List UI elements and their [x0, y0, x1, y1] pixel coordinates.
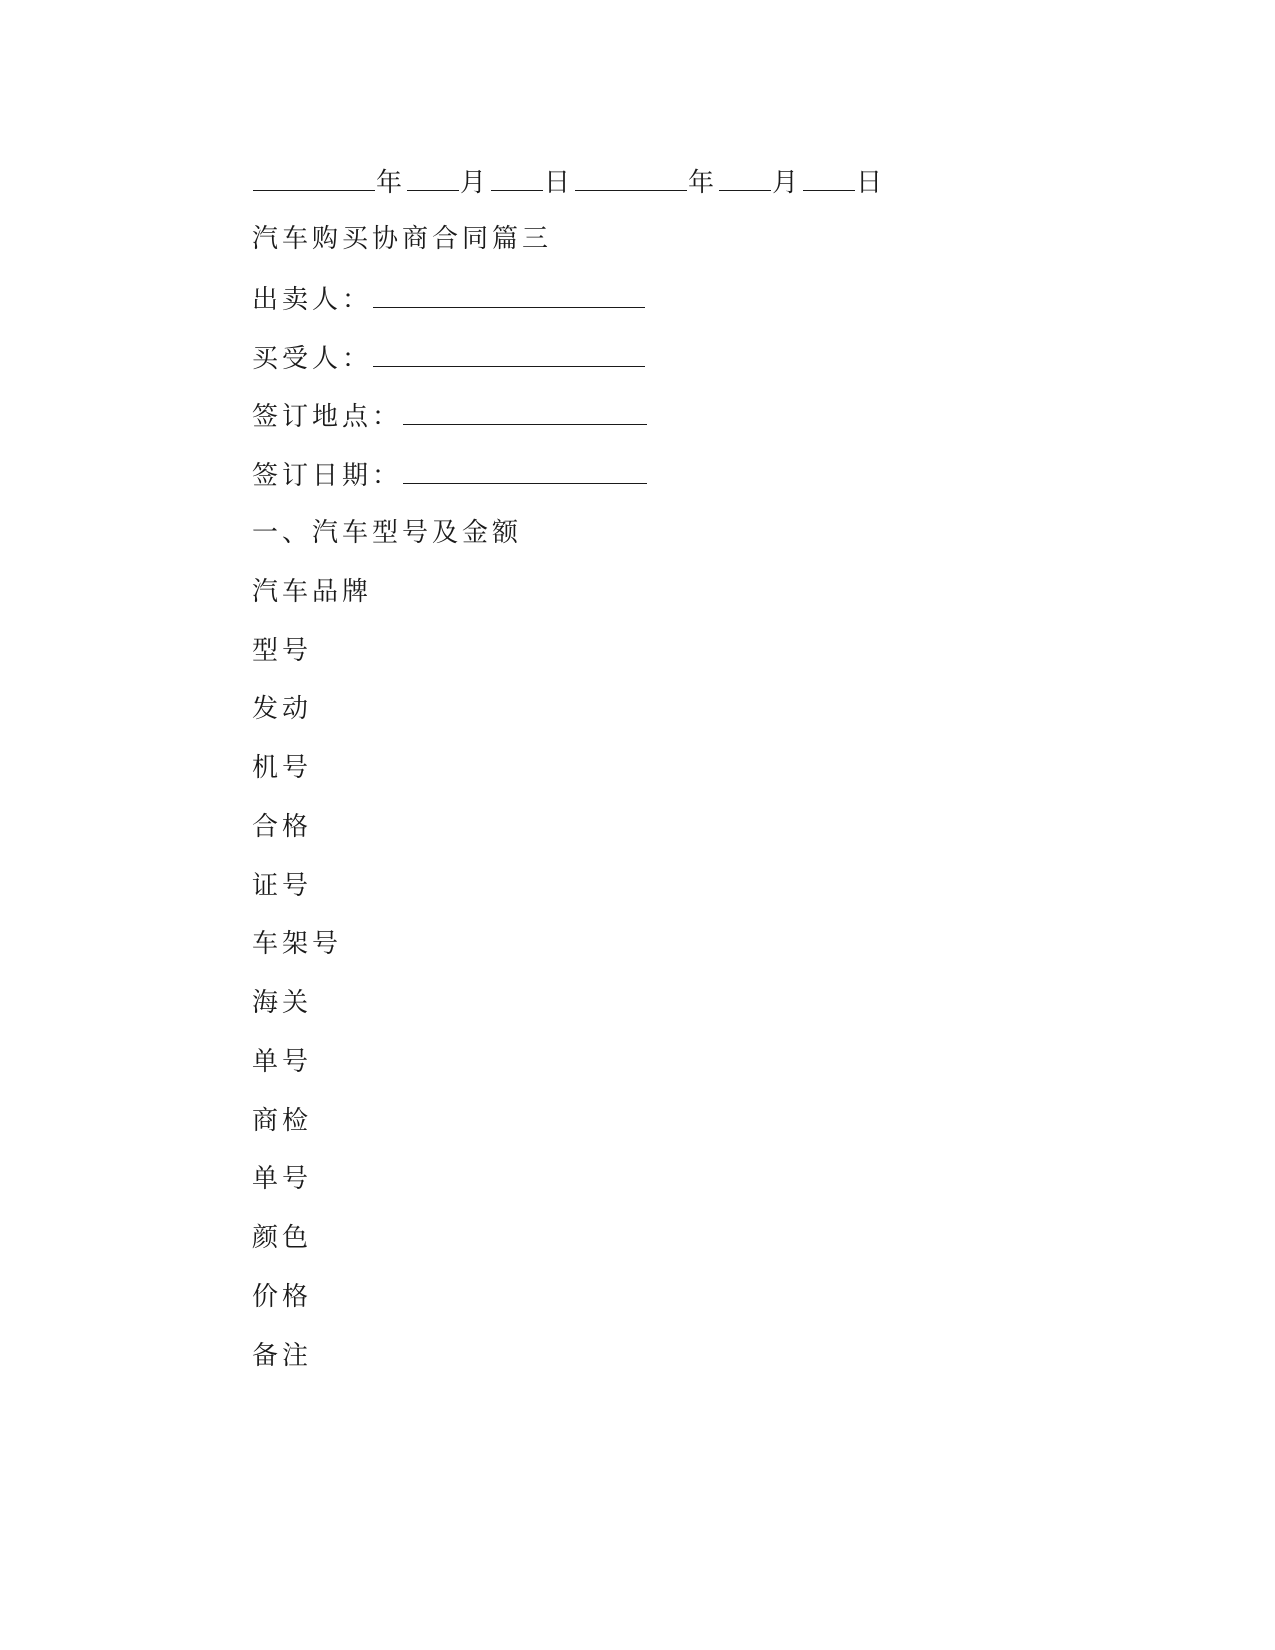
item-remarks: 备注	[252, 1341, 313, 1371]
year-label-1: 年	[376, 168, 407, 198]
signing-date-blank	[403, 457, 647, 484]
item-engine-2: 机号	[252, 753, 313, 783]
year-label-2: 年	[688, 168, 719, 198]
item-engine-1: 发动	[252, 694, 313, 724]
month-label-1: 月	[460, 168, 491, 198]
signing-place-blank	[403, 398, 647, 425]
item-model: 型号	[252, 636, 313, 666]
day-blank-1	[491, 164, 543, 191]
item-inspection-2: 单号	[252, 1164, 313, 1194]
day-label-2: 日	[856, 168, 887, 198]
buyer-field	[252, 340, 646, 374]
signature-date-line	[252, 164, 886, 198]
buyer-label: 买受人：	[252, 344, 373, 374]
year-blank-2	[575, 164, 687, 191]
month-blank-1	[407, 164, 459, 191]
item-inspection-1: 商检	[252, 1106, 313, 1136]
signing-place-label: 签订地点：	[252, 402, 403, 432]
seller-blank	[373, 281, 645, 308]
month-blank-2	[719, 164, 771, 191]
item-certificate-2: 证号	[252, 871, 313, 901]
section-1-title: 一、汽车型号及金额	[252, 518, 523, 548]
item-price: 价格	[252, 1282, 313, 1312]
item-frame-number: 车架号	[252, 929, 343, 959]
item-customs-1: 海关	[252, 988, 313, 1018]
day-blank-2	[803, 164, 855, 191]
item-customs-2: 单号	[252, 1047, 313, 1077]
item-car-brand: 汽车品牌	[252, 577, 373, 607]
seller-label: 出卖人：	[252, 285, 373, 315]
month-label-2: 月	[772, 168, 803, 198]
item-certificate-1: 合格	[252, 812, 313, 842]
contract-heading: 汽车购买协商合同篇三	[252, 224, 553, 254]
year-blank-1	[253, 164, 375, 191]
seller-field	[252, 281, 646, 315]
item-color: 颜色	[252, 1223, 313, 1253]
signing-date-label: 签订日期：	[252, 461, 403, 491]
day-label-1: 日	[544, 168, 575, 198]
buyer-blank	[373, 340, 645, 367]
signing-date-field	[252, 457, 648, 491]
signing-place-field	[252, 398, 648, 432]
